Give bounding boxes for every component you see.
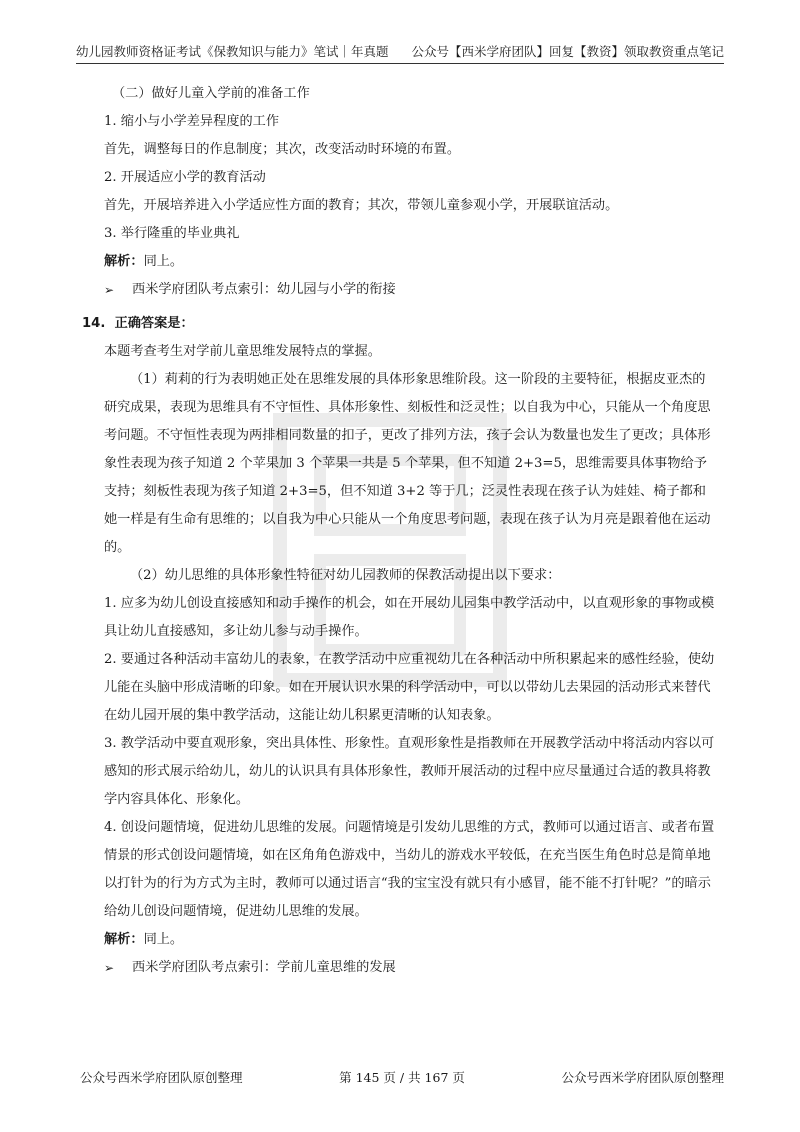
footer-right: 公众号西米学府团队原创整理 [561,1070,724,1085]
analysis [104,248,716,276]
index-line [104,276,716,304]
item-body: 首先，调整每日的作息制度；其次，改变活动时环境的布置。 [104,142,461,157]
arrow-bullet-icon: ➢ [104,283,115,297]
item-title: 2. 开展适应小学的教育活动 [104,170,266,185]
question-intro: 本题考查考生对学前儿童思维发展特点的掌握。 [104,344,381,359]
arrow-bullet-icon: ➢ [104,961,115,975]
index-text: 西米学府团队考点索引：幼儿园与小学的衔接 [132,282,396,297]
requirement-4: 4. 创设问题情境，促进幼儿思维的发展。问题情境是引发幼儿思维的方式，教师可以通过语言、或者布置情景的形式创设问题情境，如在区角角色游戏中，当幼儿的游戏水平较低，在充当医生角色时总是简单地以打针为的行为方式为主时，教师可以通过语言“我的宝宝没有就只有小感冒，能不能不打针呢？”的暗示给幼儿创设问题情境，促进幼儿思维的发展。 [104,820,715,919]
footer-left: 公众号西米学府团队原创整理 [80,1070,243,1085]
requirement-3: 3. 教学活动中要直观形象，突出具体性、形象性。直观形象性是指教师在开展教学活动中将活动内容以可感知的形式展示给幼儿，幼儿的认识具有具体形象性，教师开展活动的过程中应尽量通过合适的教具将教学内容具体化、形象化。 [104,736,715,807]
page-number: 第 145 页 / 共 167 页 [339,1070,465,1085]
question-heading [82,310,716,338]
requirement-2: 2. 要通过各种活动丰富幼儿的表象，在教学活动中应重视幼儿在各种活动中所积累起来的感性经验，使幼儿能在头脑中形成清晰的印象。如在开展认识水果的科学活动中，可以以带幼儿去果园的活动形式来替代在幼儿园开展的集中教学活动，这能让幼儿积累更清晰的认知表象。 [104,652,715,723]
analysis-label: 解析： [104,254,144,269]
answer-paragraph-2: （2）幼儿思维的具体形象性特征对幼儿园教师的保教活动提出以下要求： [130,568,561,583]
analysis [104,926,716,954]
item-title: 3. 举行隆重的毕业典礼 [104,226,240,241]
answer-paragraph-1: （1）莉莉的行为表明她正处在思维发展的具体形象思维阶段。这一阶段的主要特征，根据皮亚杰的研究成果，表现为思维具有不守恒性、具体形象性、刻板性和泛灵性；以自我为中心，只能从一个角度思考问题。不守恒性表现为两排相同数量的扣子，更改了排列方法，孩子会认为数量也发生了更改；具体形象性表现为孩子知道 2 个苹果加 3 个苹果一共是 5 个苹果，但不知道 2+3=5，思维需要具体事物给予支持；刻板性表现为孩子知道 2+3=5，但不知道 3+2 等于几；泛灵性表现在孩子认为娃娃、椅子都和她一样是有生命有思维的；以自我为中心只能从一个角度思考问题，表现在孩子认为月亮是跟着他在运动的。 [104,372,711,555]
analysis-text: 同上。 [143,932,184,947]
question-title: 正确答案是： [114,316,194,331]
page-footer [80,1068,724,1086]
document-body [82,80,716,982]
analysis-label: 解析： [104,932,144,947]
analysis-text: 同上。 [143,254,184,269]
header-right: 公众号【西米学府团队】回复【教资】领取教资重点笔记 [411,44,724,59]
index-line [104,954,716,982]
requirement-1: 1. 应多为幼儿创设直接感知和动手操作的机会，如在开展幼儿园集中教学活动中，以直观形象的事物或模具让幼儿直接感知，多让幼儿参与动手操作。 [104,596,715,639]
item-title: 1. 缩小与小学差异程度的工作 [104,114,280,129]
section-title: （二）做好儿童入学前的准备工作 [112,86,310,101]
page-header [76,36,724,64]
header-left: 幼儿园教师资格证考试《保教知识与能力》笔试｜年真题 [76,44,389,59]
item-body: 首先，开展培养进入小学适应性方面的教育；其次，带领儿童参观小学，开展联谊活动。 [104,198,619,213]
question-number: 14. [82,316,106,331]
index-text: 西米学府团队考点索引：学前儿童思维的发展 [132,960,396,975]
